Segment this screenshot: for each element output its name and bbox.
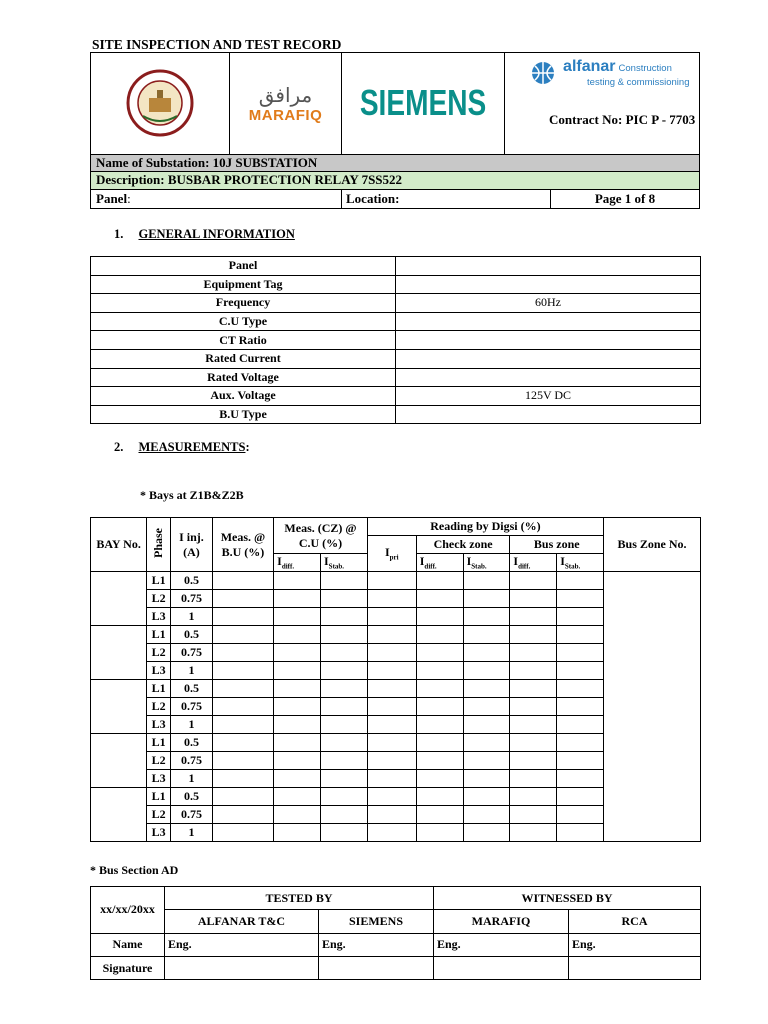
- measurement-value-cell[interactable]: [212, 644, 273, 662]
- injection-cell: 0.75: [171, 752, 213, 770]
- rca-signature-field[interactable]: [569, 956, 701, 979]
- measurement-value-cell[interactable]: [212, 608, 273, 626]
- bus-zone-no-cell[interactable]: [604, 572, 701, 842]
- measurement-value-cell[interactable]: [212, 770, 273, 788]
- section-1-label: GENERAL INFORMATION: [138, 227, 295, 241]
- measurement-value-cell[interactable]: [416, 734, 463, 752]
- phase-cell: L1: [147, 626, 171, 644]
- measurement-value-cell[interactable]: [416, 680, 463, 698]
- cu-idiff-sub: diff.: [281, 562, 295, 571]
- measurement-value-cell[interactable]: [274, 644, 321, 662]
- measurement-value-cell[interactable]: [463, 626, 510, 644]
- check-istab-sub: Stab.: [471, 562, 487, 571]
- ipri-i: I: [384, 545, 390, 560]
- measurement-value-cell[interactable]: [274, 698, 321, 716]
- phase-cell: L3: [147, 662, 171, 680]
- alfanar-signature-field[interactable]: [165, 956, 319, 979]
- meas-cz-header: Meas. (CZ) @ C.U (%): [274, 518, 368, 554]
- measurement-value-cell[interactable]: [212, 662, 273, 680]
- general-label: Aux. Voltage: [91, 387, 396, 406]
- general-value[interactable]: [396, 331, 701, 350]
- section-2-number: 2.: [114, 440, 124, 454]
- signoff-table: [90, 886, 701, 980]
- measurement-value-cell[interactable]: [212, 590, 273, 608]
- injection-cell: 0.5: [171, 788, 213, 806]
- general-row: [91, 387, 701, 406]
- measurement-value-cell[interactable]: [463, 806, 510, 824]
- measurement-value-cell[interactable]: [274, 752, 321, 770]
- check-idiff-sub: diff.: [424, 562, 437, 571]
- injection-cell: 1: [171, 608, 213, 626]
- siemens-signature-field[interactable]: [319, 956, 434, 979]
- measurement-value-cell[interactable]: [321, 626, 368, 644]
- measurement-value-cell[interactable]: [416, 716, 463, 734]
- general-label: Frequency: [91, 294, 396, 313]
- measurement-value-cell[interactable]: [367, 698, 416, 716]
- measurement-value-cell[interactable]: [212, 680, 273, 698]
- measurement-value-cell[interactable]: [463, 680, 510, 698]
- tested-by-header: TESTED BY: [165, 887, 434, 910]
- description: Description: BUSBAR PROTECTION RELAY 7SS522: [91, 171, 700, 189]
- injection-cell: 0.5: [171, 680, 213, 698]
- general-value[interactable]: [396, 349, 701, 368]
- general-label: Rated Current: [91, 349, 396, 368]
- injection-cell: 0.75: [171, 806, 213, 824]
- marafiq-arabic-text: مرافق: [258, 82, 313, 107]
- bus-zone-no-header: Bus Zone No.: [604, 518, 701, 572]
- measurement-value-cell[interactable]: [274, 788, 321, 806]
- measurement-value-cell[interactable]: [510, 626, 557, 644]
- general-value[interactable]: 125V DC: [396, 387, 701, 406]
- marafiq-header: MARAFIQ: [434, 910, 569, 933]
- measurement-value-cell[interactable]: [557, 680, 604, 698]
- general-label: B.U Type: [91, 405, 396, 424]
- rca-header: RCA: [569, 910, 701, 933]
- marafiq-latin-text: MARAFIQ: [248, 106, 323, 124]
- measurement-value-cell[interactable]: [367, 644, 416, 662]
- check-zone-header: Check zone: [416, 536, 510, 554]
- bus-istab-i: I: [560, 554, 565, 569]
- bay-no-cell[interactable]: [91, 680, 147, 734]
- injection-cell: 1: [171, 770, 213, 788]
- measurement-value-cell[interactable]: [510, 572, 557, 590]
- measurement-value-cell[interactable]: [510, 806, 557, 824]
- general-value[interactable]: [396, 405, 701, 424]
- measurement-value-cell[interactable]: [367, 806, 416, 824]
- general-value[interactable]: [396, 312, 701, 331]
- general-row: [91, 257, 701, 276]
- measurement-value-cell[interactable]: [321, 734, 368, 752]
- injection-cell: 0.5: [171, 626, 213, 644]
- phase-header-text: Phase: [151, 527, 166, 558]
- bay-no-cell[interactable]: [91, 572, 147, 626]
- measurement-value-cell[interactable]: [274, 662, 321, 680]
- alfanar-globe-icon: [529, 60, 559, 86]
- measurement-value-cell[interactable]: [557, 608, 604, 626]
- document-title: SITE INSPECTION AND TEST RECORD: [92, 37, 342, 52]
- measurement-value-cell[interactable]: [557, 806, 604, 824]
- alfanar-name-field[interactable]: Eng.: [165, 933, 319, 956]
- marafiq-name-field[interactable]: Eng.: [434, 933, 569, 956]
- phase-cell: L1: [147, 680, 171, 698]
- bus-idiff-sub: diff.: [518, 562, 531, 571]
- substation-name: Name of Substation: 10J SUBSTATION: [91, 154, 700, 171]
- measurement-value-cell[interactable]: [510, 716, 557, 734]
- bus-zone-header: Bus zone: [510, 536, 604, 554]
- cu-istab-sub: Stab.: [328, 562, 345, 571]
- measurement-value-cell[interactable]: [367, 770, 416, 788]
- measurement-value-cell[interactable]: [274, 716, 321, 734]
- measurement-value-cell[interactable]: [463, 662, 510, 680]
- general-value[interactable]: [396, 257, 701, 276]
- general-row: [91, 368, 701, 387]
- measurement-value-cell[interactable]: [321, 662, 368, 680]
- measurements-table: [90, 517, 701, 842]
- general-row: [91, 331, 701, 350]
- measurement-value-cell[interactable]: [321, 770, 368, 788]
- measurement-value-cell[interactable]: [212, 626, 273, 644]
- measurement-value-cell[interactable]: [510, 590, 557, 608]
- measurement-value-cell[interactable]: [510, 662, 557, 680]
- measurement-value-cell[interactable]: [510, 752, 557, 770]
- measurement-value-cell[interactable]: [367, 608, 416, 626]
- bus-idiff-header: [510, 554, 557, 572]
- measurement-value-cell[interactable]: [510, 824, 557, 842]
- measurement-value-cell[interactable]: [367, 734, 416, 752]
- check-istab-i: I: [466, 554, 472, 569]
- measurement-value-cell[interactable]: [274, 590, 321, 608]
- check-istab-header: [463, 554, 510, 572]
- measurement-value-cell[interactable]: [463, 734, 510, 752]
- measurement-value-cell[interactable]: [274, 734, 321, 752]
- injection-cell: 0.75: [171, 698, 213, 716]
- check-idiff-i: I: [419, 554, 425, 569]
- siemens-logo-cell: [342, 53, 505, 155]
- bays-note: * Bays at Z1B&Z2B: [140, 488, 244, 502]
- measurement-value-cell[interactable]: [321, 644, 368, 662]
- general-row: [91, 294, 701, 313]
- phase-cell: L2: [147, 806, 171, 824]
- measurement-value-cell[interactable]: [416, 608, 463, 626]
- measurement-value-cell[interactable]: [557, 788, 604, 806]
- section-2-colon: :: [245, 440, 250, 454]
- saudi-seal-icon: [125, 68, 195, 138]
- bay-no-cell[interactable]: [91, 626, 147, 680]
- general-info-table: [90, 256, 701, 424]
- header-table: [90, 52, 700, 209]
- siemens-logo-text: SIEMENS: [359, 82, 487, 124]
- alfanar-contract-cell: [505, 53, 700, 155]
- general-row: [91, 275, 701, 294]
- bay-no-cell[interactable]: [91, 734, 147, 788]
- general-label: Panel: [91, 257, 396, 276]
- measurement-value-cell[interactable]: [212, 752, 273, 770]
- injection-cell: 1: [171, 824, 213, 842]
- measurement-value-cell[interactable]: [557, 590, 604, 608]
- general-row: [91, 349, 701, 368]
- injection-cell: 1: [171, 716, 213, 734]
- measurement-value-cell[interactable]: [367, 752, 416, 770]
- measurement-value-cell[interactable]: [212, 698, 273, 716]
- measurement-value-cell[interactable]: [463, 824, 510, 842]
- measurement-value-cell[interactable]: [557, 644, 604, 662]
- measurement-value-cell[interactable]: [463, 644, 510, 662]
- measurement-value-cell[interactable]: [416, 662, 463, 680]
- phase-cell: L3: [147, 608, 171, 626]
- measurement-value-cell[interactable]: [274, 806, 321, 824]
- cu-idiff-header: [274, 554, 321, 572]
- measurement-value-cell[interactable]: [274, 680, 321, 698]
- page-number: Page 1 of 8: [551, 189, 700, 208]
- phase-cell: L1: [147, 734, 171, 752]
- phase-cell: L3: [147, 824, 171, 842]
- measurement-value-cell[interactable]: [510, 680, 557, 698]
- marafiq-signature-field[interactable]: [434, 956, 569, 979]
- measurement-value-cell[interactable]: [557, 698, 604, 716]
- measurement-value-cell[interactable]: [321, 788, 368, 806]
- measurement-value-cell[interactable]: [416, 572, 463, 590]
- measurement-value-cell[interactable]: [510, 788, 557, 806]
- measurement-value-cell[interactable]: [463, 698, 510, 716]
- injection-cell: 0.75: [171, 590, 213, 608]
- measurement-value-cell[interactable]: [367, 572, 416, 590]
- measurement-value-cell[interactable]: [510, 644, 557, 662]
- general-row: [91, 405, 701, 424]
- measurement-value-cell[interactable]: [212, 806, 273, 824]
- measurement-value-cell[interactable]: [510, 734, 557, 752]
- alfanar-header: ALFANAR T&C: [165, 910, 319, 933]
- measurement-value-cell[interactable]: [416, 590, 463, 608]
- measurement-value-cell[interactable]: [321, 698, 368, 716]
- phase-cell: L3: [147, 770, 171, 788]
- measurement-value-cell[interactable]: [557, 752, 604, 770]
- section-1-number: 1.: [114, 227, 124, 241]
- measurement-value-cell[interactable]: [557, 626, 604, 644]
- measurement-value-cell[interactable]: [557, 662, 604, 680]
- measurement-value-cell[interactable]: [416, 698, 463, 716]
- name-label: Name: [91, 933, 165, 956]
- marafiq-logo-cell: [230, 53, 342, 155]
- phase-cell: L2: [147, 644, 171, 662]
- measurement-value-cell[interactable]: [416, 824, 463, 842]
- measurement-value-cell[interactable]: [367, 716, 416, 734]
- measurement-value-cell[interactable]: [557, 734, 604, 752]
- measurement-value-cell[interactable]: [274, 824, 321, 842]
- bay-no-header: BAY No.: [91, 518, 147, 572]
- phase-cell: L2: [147, 590, 171, 608]
- general-value[interactable]: [396, 275, 701, 294]
- measurement-value-cell[interactable]: [416, 644, 463, 662]
- measurement-value-cell[interactable]: [212, 572, 273, 590]
- section-2-heading: [114, 440, 250, 455]
- measurement-value-cell[interactable]: [274, 572, 321, 590]
- measurement-value-cell[interactable]: [463, 572, 510, 590]
- measurement-value-cell[interactable]: [367, 824, 416, 842]
- general-label: CT Ratio: [91, 331, 396, 350]
- measurement-row: [91, 572, 701, 590]
- witnessed-by-header: WITNESSED BY: [434, 887, 701, 910]
- measurement-value-cell[interactable]: [321, 824, 368, 842]
- location-field[interactable]: Location:: [342, 189, 551, 208]
- cu-istab-i: I: [324, 554, 329, 569]
- signature-label: Signature: [91, 956, 165, 979]
- measurement-value-cell[interactable]: [510, 698, 557, 716]
- phase-cell: L3: [147, 716, 171, 734]
- general-row: [91, 312, 701, 331]
- measurement-value-cell[interactable]: [212, 824, 273, 842]
- general-value[interactable]: 60Hz: [396, 294, 701, 313]
- seal-cell: [91, 53, 230, 155]
- injection-cell: 0.75: [171, 644, 213, 662]
- measurement-value-cell[interactable]: [367, 590, 416, 608]
- measurement-value-cell[interactable]: [557, 824, 604, 842]
- cu-idiff-i: I: [277, 554, 282, 569]
- phase-cell: L1: [147, 788, 171, 806]
- iinj-header: I inj. (A): [171, 518, 213, 572]
- measurement-value-cell[interactable]: [367, 626, 416, 644]
- measurement-value-cell[interactable]: [463, 590, 510, 608]
- measurement-value-cell[interactable]: [274, 770, 321, 788]
- measurement-value-cell[interactable]: [557, 716, 604, 734]
- reading-digsi-header: Reading by Digsi (%): [367, 518, 603, 536]
- general-label: Equipment Tag: [91, 275, 396, 294]
- measurement-value-cell[interactable]: [463, 788, 510, 806]
- meas-bu-header: Meas. @ B.U (%): [212, 518, 273, 572]
- phase-header: [147, 518, 171, 572]
- siemens-header: SIEMENS: [319, 910, 434, 933]
- bay-no-cell[interactable]: [91, 788, 147, 842]
- injection-cell: 0.5: [171, 734, 213, 752]
- measurement-value-cell[interactable]: [416, 806, 463, 824]
- measurement-value-cell[interactable]: [321, 608, 368, 626]
- measurement-value-cell[interactable]: [274, 608, 321, 626]
- injection-cell: 0.5: [171, 572, 213, 590]
- section-2-label: MEASUREMENTS: [138, 440, 246, 454]
- measurement-value-cell[interactable]: [557, 770, 604, 788]
- ipri-sub: pri: [389, 553, 399, 562]
- cu-istab-header: [321, 554, 368, 572]
- measurement-value-cell[interactable]: [321, 590, 368, 608]
- bus-idiff-i: I: [513, 554, 519, 569]
- measurement-value-cell[interactable]: [557, 572, 604, 590]
- injection-cell: 1: [171, 662, 213, 680]
- measurement-value-cell[interactable]: [510, 608, 557, 626]
- phase-cell: L2: [147, 698, 171, 716]
- measurement-value-cell[interactable]: [367, 788, 416, 806]
- measurement-value-cell[interactable]: [321, 806, 368, 824]
- alfanar-construction: Construction: [618, 63, 672, 74]
- ipri-header: [367, 536, 416, 572]
- panel-field[interactable]: [91, 189, 342, 208]
- measurement-value-cell[interactable]: [367, 680, 416, 698]
- measurement-value-cell[interactable]: [321, 716, 368, 734]
- alfanar-name: alfanar: [563, 58, 616, 75]
- general-label: Rated Voltage: [91, 368, 396, 387]
- measurement-value-cell[interactable]: [212, 734, 273, 752]
- rca-name-field[interactable]: Eng.: [569, 933, 701, 956]
- contract-number: Contract No: PIC P - 7703: [549, 111, 696, 127]
- panel-label: Panel: [96, 190, 128, 206]
- measurement-value-cell[interactable]: [463, 752, 510, 770]
- phase-cell: L2: [147, 752, 171, 770]
- measurement-value-cell[interactable]: [510, 770, 557, 788]
- measurement-value-cell[interactable]: [463, 716, 510, 734]
- measurement-value-cell[interactable]: [367, 662, 416, 680]
- measurement-value-cell[interactable]: [321, 680, 368, 698]
- bus-istab-header: [557, 554, 604, 572]
- date-field[interactable]: xx/xx/20xx: [91, 887, 165, 934]
- measurement-value-cell[interactable]: [416, 752, 463, 770]
- measurement-value-cell[interactable]: [416, 626, 463, 644]
- phase-cell: L1: [147, 572, 171, 590]
- measurement-value-cell[interactable]: [463, 608, 510, 626]
- measurement-value-cell[interactable]: [416, 770, 463, 788]
- measurement-value-cell[interactable]: [463, 770, 510, 788]
- panel-colon: :: [127, 190, 131, 206]
- bus-section-note: * Bus Section AD: [90, 863, 179, 877]
- check-idiff-header: [416, 554, 463, 572]
- general-value[interactable]: [396, 368, 701, 387]
- bus-istab-sub: Stab.: [564, 562, 581, 571]
- measurement-value-cell[interactable]: [274, 626, 321, 644]
- measurement-value-cell[interactable]: [212, 788, 273, 806]
- measurement-value-cell[interactable]: [321, 572, 368, 590]
- measurement-value-cell[interactable]: [321, 752, 368, 770]
- measurement-value-cell[interactable]: [416, 788, 463, 806]
- general-label: C.U Type: [91, 312, 396, 331]
- alfanar-testing: testing & commissioning: [587, 77, 690, 88]
- section-1-heading: [114, 227, 295, 242]
- siemens-name-field[interactable]: Eng.: [319, 933, 434, 956]
- measurement-value-cell[interactable]: [212, 716, 273, 734]
